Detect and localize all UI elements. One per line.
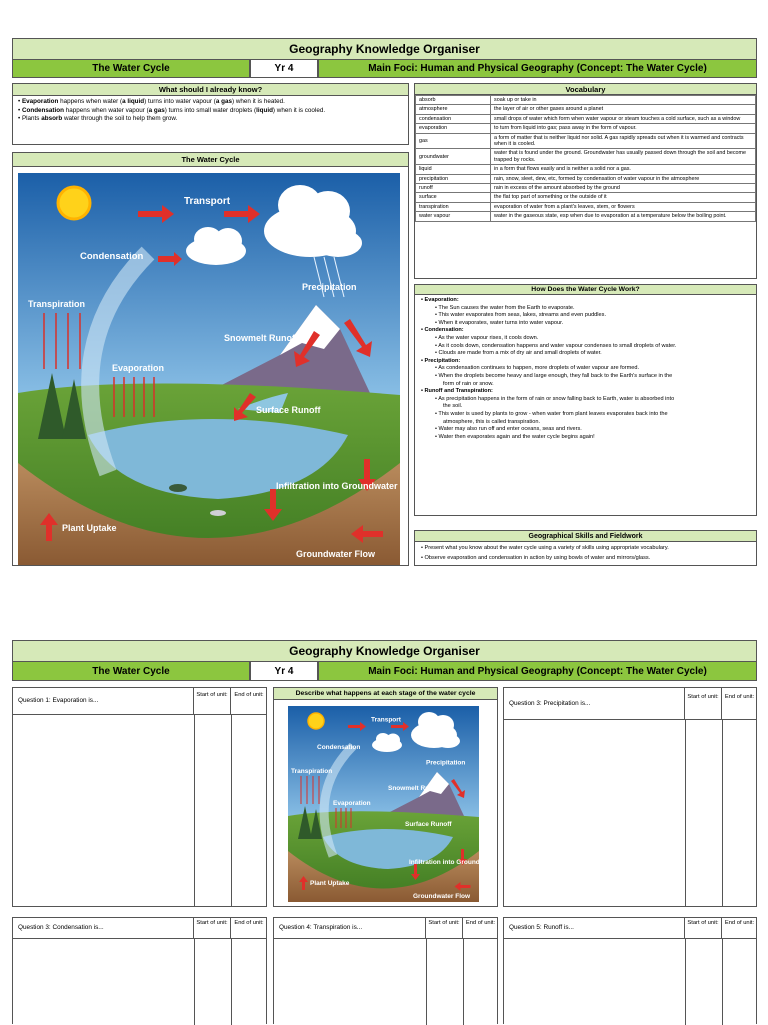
vocab-row bbox=[416, 202, 756, 211]
start-of-unit-header: Start of unit: bbox=[685, 688, 722, 720]
vocab-term: gas bbox=[416, 133, 491, 149]
vocab-definition: small drops of water which form when water vapour or steam touches a cold surface, such as a window bbox=[491, 114, 756, 123]
vocab-definition: in a form that flows easily and is neither a solid nor a gas. bbox=[491, 165, 756, 174]
end-of-unit-header: End of unit: bbox=[231, 688, 267, 715]
vocab-definition: rain, snow, sleet, dew, etc, formed by condensation of water vapour in the atmosphere bbox=[491, 174, 756, 183]
year-cell-2: Yr 4 bbox=[250, 661, 318, 681]
label-infiltration: Infiltration into Groundwater bbox=[409, 859, 497, 866]
label-surface-runoff: Surface Runoff bbox=[256, 405, 321, 415]
vocab-term: condensation bbox=[416, 114, 491, 123]
end-of-unit-header: End of unit: bbox=[231, 918, 267, 939]
vocab-row bbox=[416, 193, 756, 202]
vocab-definition: soak up or take in bbox=[491, 96, 756, 105]
question-box bbox=[503, 687, 757, 907]
prior-knowledge-box bbox=[12, 83, 409, 145]
vocab-term: water vapour bbox=[416, 212, 491, 221]
vocab-definition: the flat top part of something or the outside of it bbox=[491, 193, 756, 202]
water-cycle-diagram bbox=[18, 173, 410, 565]
label-plant-uptake: Plant Uptake bbox=[62, 523, 117, 533]
diagram-title: The Water Cycle bbox=[13, 153, 408, 167]
answer-area[interactable] bbox=[274, 939, 426, 1025]
label-transpiration: Transpiration bbox=[291, 768, 333, 775]
answer-area[interactable] bbox=[504, 720, 685, 907]
vocab-definition: water in the gaseous state, esp when due to evaporation at a temperature below the boiling point. bbox=[491, 212, 756, 221]
vocab-table bbox=[415, 95, 756, 222]
water-cycle-diagram-small bbox=[288, 706, 497, 902]
start-of-unit-header: Start of unit: bbox=[685, 918, 722, 939]
start-of-unit-header: Start of unit: bbox=[194, 688, 231, 715]
question-box bbox=[273, 917, 498, 1024]
skills-box bbox=[414, 530, 757, 566]
how-line: • As condensation continues to happen, more droplets of water vapour are formed. bbox=[435, 365, 640, 372]
skills-item: • Present what you know about the water cycle using a variety of skills using appropriate vocabulary. bbox=[421, 545, 669, 551]
label-precipitation: Precipitation bbox=[426, 759, 466, 767]
answer-area[interactable] bbox=[13, 715, 194, 907]
vocab-term: surface bbox=[416, 193, 491, 202]
label-snowmelt: Snowmelt Runoff bbox=[224, 333, 298, 343]
vocab-row bbox=[416, 114, 756, 123]
describe-box bbox=[273, 687, 498, 907]
label-infiltration: Infiltration into Groundwater bbox=[276, 481, 398, 491]
vocab-term: runoff bbox=[416, 184, 491, 193]
vocab-row bbox=[416, 174, 756, 183]
how-heading: • Runoff and Transpiration: bbox=[421, 388, 493, 395]
describe-title: Describe what happens at each stage of the water cycle bbox=[274, 688, 497, 700]
how-line: the soil. bbox=[443, 403, 463, 410]
main-foci-cell-2: Main Foci: Human and Physical Geography (Concept: The Water Cycle) bbox=[318, 661, 757, 681]
vocab-definition: rain in excess of the amount absorbed by the ground bbox=[491, 184, 756, 193]
how-line: • This water is used by plants to grow - when water from plant leaves evaporates back into the bbox=[435, 410, 668, 417]
topic-cell: The Water Cycle bbox=[12, 59, 250, 78]
question-box bbox=[503, 917, 757, 1024]
how-line: • When the droplets become heavy and large enough, they fall back to the Earth's surface in the bbox=[435, 372, 673, 379]
question-box bbox=[12, 917, 267, 1024]
vocab-term: absorb bbox=[416, 96, 491, 105]
vocab-row bbox=[416, 149, 756, 165]
vocab-term: groundwater bbox=[416, 149, 491, 165]
label-plant-uptake: Plant Uptake bbox=[310, 880, 350, 887]
skills-title: Geographical Skills and Fieldwork bbox=[415, 531, 756, 542]
how-line: form of rain or snow. bbox=[443, 380, 494, 387]
organiser-title: Geography Knowledge Organiser bbox=[12, 38, 757, 60]
how-line: • Water then evaporates again and the water cycle begins again! bbox=[435, 433, 595, 440]
how-title: How Does the Water Cycle Work? bbox=[415, 285, 756, 295]
end-of-unit-header: End of unit: bbox=[463, 918, 498, 939]
how-line: • The Sun causes the water from the Earth to evaporate. bbox=[435, 304, 575, 311]
vocab-definition: the layer of air or other gases around a planet bbox=[491, 105, 756, 114]
answer-area[interactable] bbox=[13, 939, 194, 1025]
how-line: • Clouds are made from a mix of dry air and small droplets of water. bbox=[435, 350, 602, 357]
end-of-unit-header: End of unit: bbox=[722, 918, 757, 939]
label-condensation: Condensation bbox=[317, 744, 361, 751]
vocab-row bbox=[416, 133, 756, 149]
vocab-row bbox=[416, 105, 756, 114]
water-cycle-diagram-box bbox=[12, 152, 409, 566]
question-label: Question 5: Runoff is... bbox=[504, 918, 685, 939]
how-box bbox=[414, 284, 757, 516]
start-of-unit-header: Start of unit: bbox=[194, 918, 231, 939]
end-of-unit-header: End of unit: bbox=[722, 688, 757, 720]
how-line: atmosphere, this is called transpiration. bbox=[443, 418, 541, 425]
label-evaporation: Evaporation bbox=[333, 800, 371, 807]
question-label: Question 1: Evaporation is... bbox=[13, 688, 194, 715]
skills-item: • Observe evaporation and condensation in action by using bowls of water and mirrors/glass. bbox=[421, 555, 651, 561]
vocab-title: Vocabulary bbox=[415, 84, 756, 95]
how-line: • This water evaporates from seas, lakes, streams and even puddles. bbox=[435, 312, 606, 319]
how-line: • When it evaporates, water turns into water vapour. bbox=[435, 319, 564, 326]
vocab-definition: to turn from liquid into gas; pass away in the form of vapour. bbox=[491, 124, 756, 133]
how-line: • As precipitation happens in the form of rain or snow falling back to Earth, water is absorbed into bbox=[435, 395, 675, 402]
vocab-row bbox=[416, 96, 756, 105]
prior-item: • Evaporation happens when water (a liquid) turns into water vapour (a gas) when it is heated. bbox=[18, 98, 285, 105]
how-heading: • Precipitation: bbox=[421, 357, 461, 364]
label-evaporation: Evaporation bbox=[112, 363, 165, 373]
label-groundwater-flow: Groundwater Flow bbox=[296, 549, 376, 559]
how-line: • Water may also run off and enter oceans, seas and rivers. bbox=[435, 426, 582, 433]
vocab-definition: water that is found under the ground. Groundwater has usually passed down through the soil and become trapped by rocks. bbox=[491, 149, 756, 165]
prior-item: • Plants absorb water through the soil to help them grow. bbox=[18, 115, 178, 123]
prior-item: • Condensation happens when water vapour (a gas) turns into small water droplets (liquid) when it is cooled. bbox=[18, 106, 326, 114]
how-heading: • Condensation: bbox=[421, 327, 464, 334]
year-cell: Yr 4 bbox=[250, 59, 318, 78]
how-line: • As it cools down, condensation happens and water vapour condenses to small droplets of water. bbox=[435, 342, 677, 349]
label-surface-runoff: Surface Runoff bbox=[405, 821, 452, 828]
how-heading: • Evaporation: bbox=[421, 297, 459, 303]
vocab-row bbox=[416, 212, 756, 221]
question-label: Question 3: Condensation is... bbox=[13, 918, 194, 939]
vocab-definition: evaporation of water from a plant's leaves, stem, or flowers bbox=[491, 202, 756, 211]
label-condensation: Condensation bbox=[80, 251, 144, 262]
label-transport: Transport bbox=[184, 196, 231, 207]
vocab-term: transpiration bbox=[416, 202, 491, 211]
vocab-row bbox=[416, 165, 756, 174]
question-box bbox=[12, 687, 267, 907]
vocab-term: precipitation bbox=[416, 174, 491, 183]
main-foci-cell: Main Foci: Human and Physical Geography (Concept: The Water Cycle) bbox=[318, 59, 757, 78]
vocab-row bbox=[416, 184, 756, 193]
how-line: • As the water vapour rises, it cools down. bbox=[435, 334, 539, 341]
vocab-definition: a form of matter that is neither liquid nor solid. A gas rapidly spreads out when it is warmed and contracts when it is cooled. bbox=[491, 133, 756, 149]
vocab-term: liquid bbox=[416, 165, 491, 174]
label-snowmelt: Snowmelt Runoff bbox=[388, 785, 442, 792]
question-label: Question 4: Transpiration is... bbox=[274, 918, 426, 939]
topic-cell-2: The Water Cycle bbox=[12, 661, 250, 681]
label-transport: Transport bbox=[371, 716, 401, 724]
start-of-unit-header: Start of unit: bbox=[426, 918, 463, 939]
label-precipitation: Precipitation bbox=[302, 282, 357, 292]
prior-title: What should I already know? bbox=[13, 84, 408, 96]
label-transpiration: Transpiration bbox=[28, 299, 86, 309]
label-groundwater-flow: Groundwater Flow bbox=[413, 893, 471, 900]
question-label: Question 3: Precipitation is... bbox=[504, 688, 685, 720]
vocabulary-box bbox=[414, 83, 757, 279]
vocab-term: atmosphere bbox=[416, 105, 491, 114]
answer-area[interactable] bbox=[504, 939, 685, 1025]
how-list bbox=[415, 295, 756, 443]
organiser-title-2: Geography Knowledge Organiser bbox=[12, 640, 757, 662]
vocab-term: evaporation bbox=[416, 124, 491, 133]
vocab-row bbox=[416, 124, 756, 133]
